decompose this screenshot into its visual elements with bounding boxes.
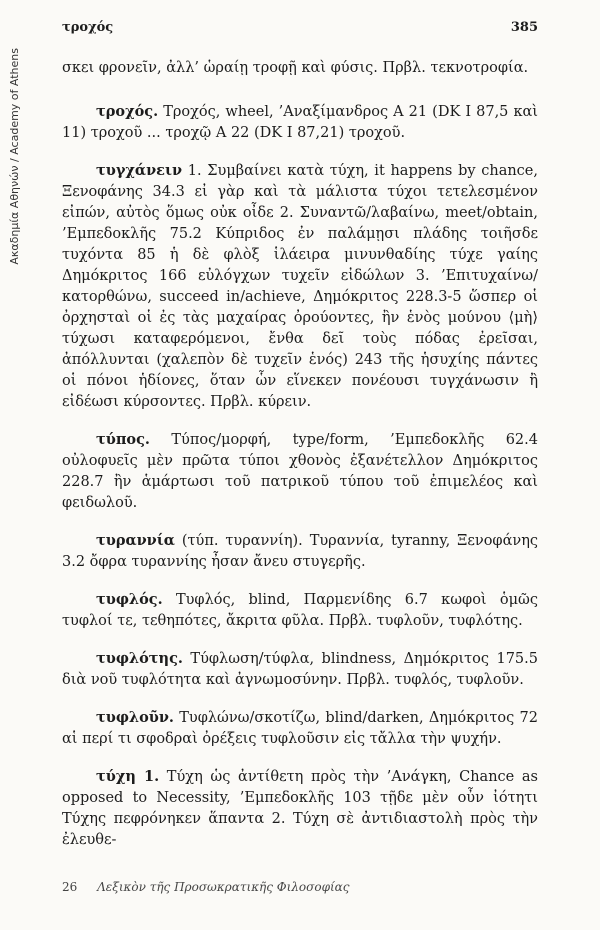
footer-book-title: Λεξικὸν τῆς Προσωκρατικῆς Φιλοσοφίας [97, 880, 350, 894]
entry-headword: τυφλός. [96, 591, 163, 608]
entry-text: 1. Συμβαίνει κατὰ τύχη, it happens by chance, Ξενοφάνης 34.3 εἰ γὰρ καὶ τὰ μάλιστα τύχοι τετελεσμένον εἰπών, αὐτὸς ὅμως οὐκ οἶδε 2. Συναντῶ/λαβαίνω, meet/obtain, ’Εμπεδοκλῆς 75.2 Κύπριδος ἐν παλάμῃσι πλάδης τοιῆσδε τυχόντα 85 ἡ δὲ φλὸξ ἱλάειρα μινυνθαδίης τύχε γαίης Δημόκριτος 166 εὐλόγχων τυχεῖν εἰδώλων 3. ’Επιτυχαίνω/κατορθώνω, succeed in/achieve, Δημόκριτος 228.3-5 ὥσπερ οἱ ὀρχησταὶ οἱ ἐς τὰς μαχαίρας ὀρούοντες, ἢν ἑνὸς μούνου ⟨μὴ⟩ τύχωσι καταφερόμενοι, ἔνθα δεῖ τοὺς πόδας ἐρεῖσαι, ἀπόλλυνται (χαλεπὸν δὲ τυχεῖν ἑνός) 243 τῆς ἡσυχίης πάντες οἱ πόνοι ἡδίονες, ὅταν ὧν εἵνεκεν πονέουσι τυγχάνωσιν ἢ εἰδέωσι κύρσοντες. Πρβλ. κύρειν. [62, 163, 538, 410]
entry-headword: τυφλότης. [96, 650, 183, 667]
page-body [62, 58, 538, 867]
entry-trochos [62, 101, 538, 144]
entry-text: Τύπος/μορφή, type/form, ’Εμπεδοκλῆς 62.4 οὐλοφυεῖς μὲν πρῶτα τύποι χθονὸς ἐξανέτελλον Δημόκριτος 228.7 ἢν ἁμάρτωσι τοῦ πατρικοῦ τύπου τοῦ ἐπιμελέος καὶ φειδωλοῦ. [62, 432, 538, 511]
entry-text: Τυφλός, blind, Παρμενίδης 6.7 κωφοὶ ὁμῶς τυφλοί τε, τεθηπότες, ἄκριτα φῦλα. Πρβλ. τυφλοῦν, τυφλότης. [62, 592, 538, 629]
entry-typhlos [62, 589, 538, 632]
page-footer [62, 880, 350, 894]
entry-headword: τύπος. [96, 431, 150, 448]
page-number: 385 [510, 20, 538, 35]
entry-headword: τυραννία [96, 532, 175, 549]
entry-typos [62, 429, 538, 514]
footer-page-number: 26 [62, 880, 78, 894]
entry-tynchanein [62, 160, 538, 413]
running-header [62, 20, 538, 35]
entry-text: Τύχη ὡς ἀντίθετη πρὸς τὴν ’Ανάγκη, Chance as opposed to Necessity, ’Εμπεδοκλῆς 103 τῇδε μὲν οὖν ἰότητι Τύχης πεφρόνηκεν ἅπαντα 2. Τύχη σὲ ἀντιδιαστολὴ πρὸς τὴν ἐλευθε- [62, 769, 538, 848]
entry-continuation [62, 58, 538, 79]
entry-tyrannia [62, 530, 538, 573]
entry-text: Τύφλωση/τύφλα, blindness, Δημόκριτος 175.5 διὰ νοῦ τυφλότητα καὶ ἀγνωμοσύνην. Πρβλ. τυφλός, τυφλοῦν. [62, 651, 538, 688]
entry-text: (τύπ. τυραννίη). Τυραννία, tyranny, Ξενοφάνης 3.2 ὄφρα τυραννίης ἦσαν ἄνευ στυγερῆς. [62, 533, 538, 570]
entry-text: σκει φρονεῖν, ἀλλ’ ὡραίῃ τροφῇ καὶ φύσις. Πρβλ. τεκνοτροφία. [62, 60, 529, 76]
entry-typhlotes [62, 648, 538, 691]
entry-typhloun [62, 707, 538, 750]
entry-headword: τύχη 1. [96, 768, 160, 785]
entry-headword: τυφλοῦν. [96, 709, 174, 726]
header-title: τροχός [62, 20, 114, 35]
entry-tyche [62, 766, 538, 851]
side-stamp: Ακαδημία Αθηνών / Academy of Athens [8, 48, 21, 265]
entry-headword: τροχός. [96, 103, 159, 120]
entry-text: Τυφλώνω/σκοτίζω, blind/darken, Δημόκριτος 72 αἱ περί τι σφοδραὶ ὀρέξεις τυφλοῦσιν εἰς τἄλλα τὴν ψυχήν. [62, 710, 538, 747]
entry-text: Τροχός, wheel, ’Αναξίμανδρος Α 21 (DK I 87,5 καὶ 11) τροχοῦ ... τροχῷ Α 22 (DK I 87,21) τροχοῦ. [62, 104, 538, 141]
entry-headword: τυγχάνειν [96, 162, 183, 179]
